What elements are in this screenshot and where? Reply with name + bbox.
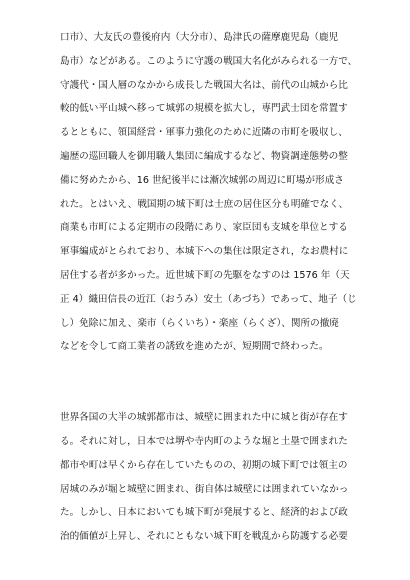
text-line: 較的低い平山城へ移って城郭の規模を拡大し，専門武士団を常置す <box>60 103 348 115</box>
text-line: 守護代・国人層のなかから成長した戦国大名は、前代の山城から比 <box>60 79 348 91</box>
paragraph-walled-cities <box>60 406 360 549</box>
paragraph-castle-towns-sengoku <box>60 26 360 359</box>
text-line: るとともに、領国経営・軍事力強化のために近隣の市町を吸収し、 <box>60 127 348 139</box>
text-line: などを令して商工業者の誘致を進めたが、短期間で終わった。 <box>60 341 329 353</box>
text-line: 居城のみが堀と城壁に囲まれ、街自体は城壁には囲まれていなかっ <box>60 483 349 495</box>
text-line: 都市や町は早くから存在していたものの、初期の城下町では領主の <box>60 459 348 471</box>
text-line: 口市）、大友氏の豊後府内（大分市）、島津氏の薩摩鹿児島（鹿児 <box>60 32 339 43</box>
text-line: 遍歴の巡回職人を御用職人集団に編成するなど、物資調達態勢の整 <box>60 150 348 162</box>
text-line: た。しかし、日本においても城下町が発展すると、経済的および政 <box>60 507 348 519</box>
text-line: れた。とはいえ、戦国期の城下町は士庶の居住区分も明確でなく、 <box>60 198 349 210</box>
text-line: 島市）などがある。このように守護の戦国大名化がみられる一方で、 <box>60 55 358 67</box>
document-page <box>60 26 360 549</box>
text-line: 備に努めたから、16 世紀後半には漸次城郭の周辺に町場が形成さ <box>60 174 344 186</box>
text-line: る。それに対し，日本では堺や寺内町のような堀と土塁で囲まれた <box>60 435 348 447</box>
text-line: 商業も市町による定期市の段階にあり、家臣団も支城を単位とする <box>60 222 348 234</box>
text-line: 治的価値が上昇し、それにともない城下町を戦乱から防護する必要 <box>60 531 348 543</box>
text-line: し）免除に加え、楽市（らくいち）・楽座（らくざ）、関所の撤廃 <box>60 317 339 329</box>
text-line: 軍事編成がとられており、本城下への集住は限定され，なお農村に <box>60 246 349 258</box>
paragraph-spacer <box>60 359 360 406</box>
text-line: 正 4）織田信長の近江（おうみ）安土（あづち）であって、地子（じ <box>60 293 357 305</box>
text-line: 世界各国の大半の城郭都市は、城壁に囲まれた中に城と街が存在す <box>60 412 348 424</box>
text-line: 居住する者が多かった。近世城下町の先駆をなすのは 1576 年（天 <box>60 269 350 281</box>
